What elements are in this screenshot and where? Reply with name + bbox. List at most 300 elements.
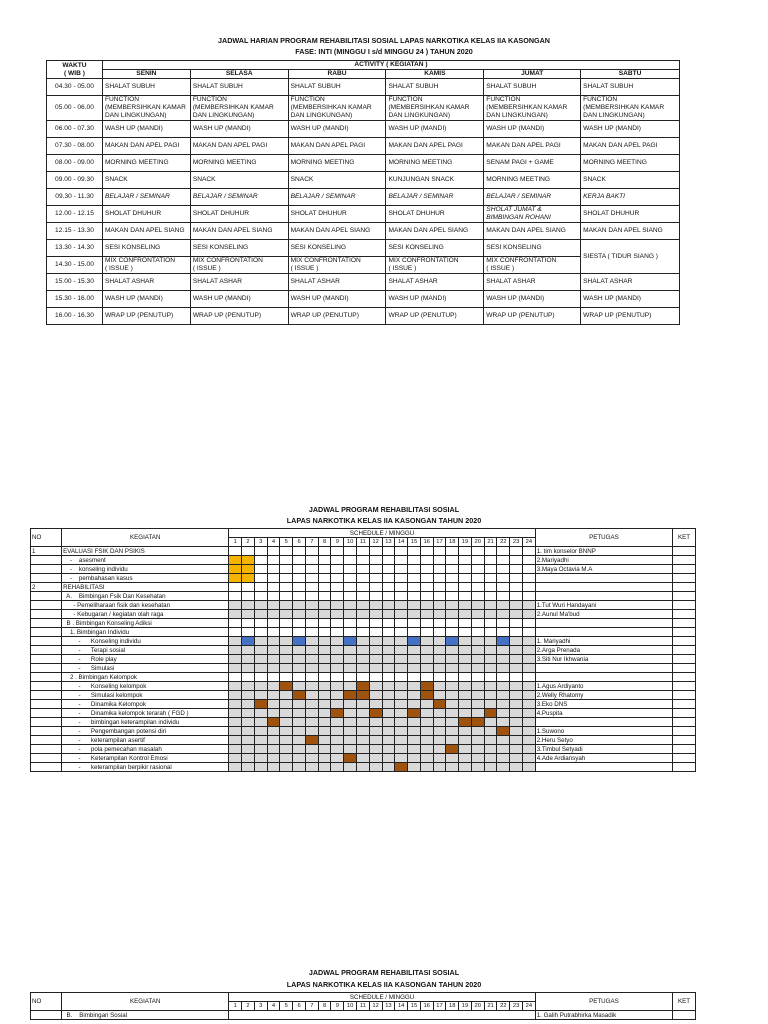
activity-cell: WASH UP (MANDI): [102, 121, 190, 138]
week-cell: [254, 736, 267, 745]
week-cell: [357, 619, 370, 628]
week-cell: [420, 682, 433, 691]
no-cell: [31, 556, 62, 565]
week-cell: [510, 655, 523, 664]
ket-cell: [673, 1011, 696, 1020]
week-cell: [446, 592, 459, 601]
week-cell: [344, 736, 357, 745]
week-cell: [293, 718, 306, 727]
week-cell: [395, 736, 408, 745]
ket-header-2: KET: [673, 993, 696, 1011]
week-cell: [229, 655, 242, 664]
week-cell: [433, 691, 446, 700]
week-cell: [305, 574, 318, 583]
activity-cell: SHOLAT DHUHUR: [102, 206, 190, 223]
week-cell: [280, 673, 293, 682]
activity-cell: FUNCTION (MEMBERSIHKAN KAMAR DAN LINGKUNGAN): [288, 96, 386, 121]
week-cell: [471, 691, 484, 700]
week-cell: [408, 574, 421, 583]
kegiatan-cell: - Keterampilan Kontrol Emosi: [62, 754, 229, 763]
week-cell: [471, 646, 484, 655]
week-number: 7: [305, 1002, 318, 1011]
week-cell: [293, 673, 306, 682]
week-cell: [459, 745, 472, 754]
week-cell: [280, 664, 293, 673]
week-cell: [408, 637, 421, 646]
week-cell: [484, 745, 497, 754]
week-cell: [369, 556, 382, 565]
week-cell: [420, 754, 433, 763]
week-cell: [293, 682, 306, 691]
week-cell: [318, 718, 331, 727]
week-cell: [459, 736, 472, 745]
week-cell: [267, 655, 280, 664]
week-cell: [254, 682, 267, 691]
week-cell: [305, 601, 318, 610]
program-row: [31, 700, 696, 709]
week-cell: [446, 610, 459, 619]
week-cell: [446, 583, 459, 592]
week-cell: [331, 619, 344, 628]
week-cell: [229, 727, 242, 736]
time-cell: 15.30 - 16.00: [47, 291, 103, 308]
petugas-cell: [535, 718, 672, 727]
week-number: 22: [497, 1002, 510, 1011]
activity-cell: SHALAT SUBUH: [484, 79, 581, 96]
activity-cell: WASH UP (MANDI): [288, 291, 386, 308]
week-cell: [318, 709, 331, 718]
week-cell: [420, 619, 433, 628]
week-cell: [395, 601, 408, 610]
week-cell: [267, 547, 280, 556]
week-cell: [522, 718, 535, 727]
week-cell: [395, 664, 408, 673]
week-cell: [305, 700, 318, 709]
week-cell: [382, 691, 395, 700]
ket-cell: [673, 736, 696, 745]
week-cell: [267, 700, 280, 709]
week-cell: [318, 610, 331, 619]
week-cell: [229, 763, 242, 772]
kegiatan-cell: 2 . Bimbingan Kelompok: [62, 673, 229, 682]
week-cell: [280, 727, 293, 736]
activity-cell: WASH UP (MANDI): [386, 291, 484, 308]
no-cell: [31, 673, 62, 682]
week-cell: [229, 628, 242, 637]
activity-cell: MAKAN DAN APEL SIANG: [190, 223, 288, 240]
week-cell: [510, 574, 523, 583]
no-cell: [31, 610, 62, 619]
week-cell: [318, 682, 331, 691]
week-cell: [382, 601, 395, 610]
week-cell: [497, 547, 510, 556]
week-cell: [522, 682, 535, 691]
no-cell: [31, 646, 62, 655]
kegiatan-cell: - Dinamika Kelompok: [62, 700, 229, 709]
petugas-header: PETUGAS: [535, 529, 672, 547]
activity-cell: WRAP UP (PENUTUP): [581, 308, 680, 325]
schedule-3-subtitle: LAPAS NARKOTIKA KELAS IIA KASONGAN TAHUN 2020: [286, 980, 482, 989]
program-row: [31, 655, 696, 664]
week-cell: [344, 547, 357, 556]
week-cell: [408, 601, 421, 610]
week-cell: [446, 754, 459, 763]
week-number: 3: [254, 538, 267, 547]
week-cell: [459, 664, 472, 673]
week-cell: [318, 601, 331, 610]
schedule-row: [47, 274, 680, 291]
week-cell: [344, 691, 357, 700]
week-cell: [242, 754, 255, 763]
week-cell: [344, 565, 357, 574]
time-cell: 07.30 - 08.00: [47, 138, 103, 155]
schedule-3-title: JADWAL PROGRAM REHABILITASI SOSIAL: [308, 968, 460, 977]
week-cell: [522, 574, 535, 583]
week-cell: [305, 682, 318, 691]
week-cell: [471, 673, 484, 682]
time-cell: 12.00 - 12.15: [47, 206, 103, 223]
week-cell: [382, 754, 395, 763]
day-header: SENIN: [102, 70, 190, 79]
program-row: [31, 709, 696, 718]
activity-cell: SHOLAT DHUHUR: [190, 206, 288, 223]
week-cell: [254, 700, 267, 709]
week-cell: [484, 628, 497, 637]
week-cell: [305, 619, 318, 628]
week-cell: [382, 547, 395, 556]
activity-cell: MAKAN DAN APEL SIANG: [581, 223, 680, 240]
week-cell: [280, 736, 293, 745]
week-cell: [408, 700, 421, 709]
week-cell: [446, 691, 459, 700]
week-cell: [382, 565, 395, 574]
week-cell: [510, 601, 523, 610]
kegiatan-cell: 1. Bimbingan Individu: [62, 628, 229, 637]
week-cell: [395, 700, 408, 709]
week-cell: [229, 619, 242, 628]
week-cell: [433, 628, 446, 637]
week-cell: [382, 646, 395, 655]
week-cell: [357, 691, 370, 700]
petugas-cell: 2.Mariyadhi: [535, 556, 672, 565]
day-header: KAMIS: [386, 70, 484, 79]
week-cell: [331, 736, 344, 745]
week-cell: [497, 745, 510, 754]
week-cell: [267, 637, 280, 646]
week-cell: [331, 664, 344, 673]
week-cell: [471, 745, 484, 754]
week-cell: [484, 763, 497, 772]
week-cell: [267, 709, 280, 718]
week-cell: [242, 700, 255, 709]
week-cell: [497, 610, 510, 619]
no-cell: [31, 1011, 62, 1020]
week-cell: [395, 745, 408, 754]
petugas-cell: 3.Eko DNS: [535, 700, 672, 709]
week-cell: [357, 601, 370, 610]
ket-cell: [673, 628, 696, 637]
week-cell: [459, 673, 472, 682]
week-cell: [267, 727, 280, 736]
week-cell: [318, 736, 331, 745]
week-cell: [395, 727, 408, 736]
week-cell: [459, 601, 472, 610]
week-cell: [395, 583, 408, 592]
week-cell: [497, 682, 510, 691]
week-cell: [459, 754, 472, 763]
week-cell: [510, 547, 523, 556]
week-cell: [471, 655, 484, 664]
week-cell: [471, 736, 484, 745]
week-cell: [471, 592, 484, 601]
program-row: [31, 637, 696, 646]
week-cell: [267, 763, 280, 772]
week-number: 24: [522, 1002, 535, 1011]
week-cell: [229, 700, 242, 709]
week-cell: [344, 709, 357, 718]
week-cell: [395, 754, 408, 763]
week-cell: [484, 727, 497, 736]
week-cell: [446, 646, 459, 655]
program-row: [31, 601, 696, 610]
activity-cell: FUNCTION (MEMBERSIHKAN KAMAR DAN LINGKUNGAN): [190, 96, 288, 121]
no-cell: [31, 628, 62, 637]
week-cell: [357, 727, 370, 736]
week-cell: [510, 736, 523, 745]
week-cell: [305, 556, 318, 565]
activity-cell: BELAJAR / SEMINAR: [484, 189, 581, 206]
petugas-cell: [535, 574, 672, 583]
program-row: [31, 610, 696, 619]
no-cell: [31, 592, 62, 601]
week-cell: [420, 574, 433, 583]
week-cell: [254, 691, 267, 700]
week-number: 7: [305, 538, 318, 547]
week-cell: [280, 745, 293, 754]
week-number: 19: [459, 1002, 472, 1011]
week-cell: [522, 664, 535, 673]
program-row: [31, 718, 696, 727]
activity-cell: MIX CONFRONTATION ( ISSUE ): [484, 257, 581, 274]
week-number: 10: [344, 1002, 357, 1011]
kegiatan-cell: - Pemeliharaan fisik dan kesehatan: [62, 601, 229, 610]
week-cell: [305, 673, 318, 682]
week-cell: [471, 565, 484, 574]
time-cell: 09.30 - 11.30: [47, 189, 103, 206]
schedule-row: [47, 189, 680, 206]
activity-cell: WASH UP (MANDI): [484, 121, 581, 138]
ket-cell: [673, 745, 696, 754]
week-cell: [369, 763, 382, 772]
petugas-cell: 1. Mariyadhi: [535, 637, 672, 646]
week-cell: [369, 592, 382, 601]
week-cell: [395, 691, 408, 700]
week-cell: [510, 556, 523, 565]
week-cell: [229, 691, 242, 700]
week-cell: [280, 682, 293, 691]
week-cell: [267, 673, 280, 682]
activity-cell: WASH UP (MANDI): [190, 121, 288, 138]
week-cell: [254, 664, 267, 673]
week-cell: [318, 619, 331, 628]
week-cell: [357, 565, 370, 574]
week-cell: [420, 718, 433, 727]
week-cell: [254, 655, 267, 664]
week-cell: [497, 565, 510, 574]
program-row: [31, 727, 696, 736]
schedule-row: [47, 121, 680, 138]
week-cell: [344, 628, 357, 637]
week-cell: [229, 754, 242, 763]
week-cell: [293, 547, 306, 556]
week-number: 18: [446, 1002, 459, 1011]
program-row: [31, 592, 696, 601]
time-cell: 12.15 - 13.30: [47, 223, 103, 240]
week-cell: [510, 610, 523, 619]
week-cell: [267, 592, 280, 601]
week-number: 8: [318, 1002, 331, 1011]
activity-cell: WASH UP (MANDI): [288, 121, 386, 138]
week-cell: [293, 727, 306, 736]
no-cell: [31, 601, 62, 610]
time-cell: 13.30 - 14.30: [47, 240, 103, 257]
program-row: [31, 556, 696, 565]
week-cell: [510, 673, 523, 682]
week-cell: [510, 619, 523, 628]
week-cell: [484, 610, 497, 619]
no-header-2: NO: [31, 993, 62, 1011]
activity-cell: MAKAN DAN APEL SIANG: [102, 223, 190, 240]
week-number: 21: [484, 1002, 497, 1011]
week-cell: [420, 592, 433, 601]
week-cell: [395, 592, 408, 601]
week-cell: [305, 583, 318, 592]
kegiatan-cell: - Terapi sosial: [62, 646, 229, 655]
week-number: 3: [254, 1002, 267, 1011]
activity-cell: MORNING MEETING: [386, 155, 484, 172]
week-cell: [318, 763, 331, 772]
week-cell: [331, 655, 344, 664]
week-cell: [331, 628, 344, 637]
program-row: [31, 547, 696, 556]
week-number: 22: [497, 538, 510, 547]
activity-cell: MAKAN DAN APEL PAGI: [288, 138, 386, 155]
week-cell: [420, 637, 433, 646]
week-cell: [522, 709, 535, 718]
week-cell: [267, 565, 280, 574]
week-cell: [408, 754, 421, 763]
kegiatan-cell: B . Bimbingan Konseling Adiksi: [62, 619, 229, 628]
daily-schedule-table: [46, 60, 680, 325]
activity-cell: WASH UP (MANDI): [102, 291, 190, 308]
schedule-row: [47, 291, 680, 308]
ket-cell: [673, 565, 696, 574]
week-cell: [280, 754, 293, 763]
week-cell: [305, 745, 318, 754]
week-cell: [318, 592, 331, 601]
week-cell: [357, 610, 370, 619]
schedule-1-title: JADWAL HARIAN PROGRAM REHABILITASI SOSIAL LAPAS NARKOTIKA KELAS IIA KASONGAN: [218, 36, 550, 45]
week-number: 1: [229, 538, 242, 547]
week-cell: [344, 556, 357, 565]
week-cell: [497, 655, 510, 664]
week-cell: [408, 583, 421, 592]
week-cell: [484, 709, 497, 718]
kegiatan-cell: - Simulasi kelompok: [62, 691, 229, 700]
petugas-cell: 2.Arga Prenada: [535, 646, 672, 655]
schedule-row: [47, 96, 680, 121]
week-cell: [408, 610, 421, 619]
week-cell: [242, 691, 255, 700]
week-cell: [420, 664, 433, 673]
activity-cell: SESI KONSELING: [102, 240, 190, 257]
week-cell: [459, 565, 472, 574]
week-cell: [459, 547, 472, 556]
week-cell: [471, 610, 484, 619]
week-cell: [420, 610, 433, 619]
no-cell: [31, 709, 62, 718]
week-cell: [369, 754, 382, 763]
week-cell: [254, 727, 267, 736]
petugas-cell: 1. tim konselor BNNP: [535, 547, 672, 556]
week-cell: [318, 628, 331, 637]
activity-cell: SESI KONSELING: [190, 240, 288, 257]
week-cell: [305, 655, 318, 664]
activity-cell: SESI KONSELING: [386, 240, 484, 257]
petugas-cell: [535, 583, 672, 592]
week-cell: [267, 628, 280, 637]
petugas-cell: 1.Agus Ardiyanto: [535, 682, 672, 691]
petugas-cell: [535, 664, 672, 673]
week-cell: [484, 736, 497, 745]
week-cell: [357, 763, 370, 772]
week-cell: [318, 664, 331, 673]
week-cell: [344, 727, 357, 736]
activity-cell: BELAJAR / SEMINAR: [386, 189, 484, 206]
week-cell: [280, 637, 293, 646]
week-cell: [305, 754, 318, 763]
ket-cell: [673, 601, 696, 610]
week-cell: [280, 628, 293, 637]
activity-cell: FUNCTION (MEMBERSIHKAN KAMAR DAN LINGKUNGAN): [581, 96, 680, 121]
kegiatan-cell: - Role play: [62, 655, 229, 664]
week-cell: [254, 637, 267, 646]
week-cell: [280, 619, 293, 628]
week-cell: [382, 718, 395, 727]
week-cell: [318, 745, 331, 754]
week-cell: [497, 736, 510, 745]
week-cell: [344, 601, 357, 610]
week-cell: [446, 736, 459, 745]
week-cell: [242, 601, 255, 610]
week-cell: [293, 763, 306, 772]
week-cell: [420, 601, 433, 610]
activity-cell: SHOLAT DHUHUR: [386, 206, 484, 223]
activity-cell: SHALAT ASHAR: [102, 274, 190, 291]
week-cell: [408, 682, 421, 691]
week-cell: [305, 637, 318, 646]
program-schedule-table-2: [30, 992, 696, 1020]
activity-cell: MIX CONFRONTATION ( ISSUE ): [190, 257, 288, 274]
week-cell: [497, 628, 510, 637]
ket-cell: [673, 637, 696, 646]
kegiatan-cell: EVALUASI FSIK DAN PSIKIS: [62, 547, 229, 556]
week-cell: [229, 718, 242, 727]
week-cell: [497, 574, 510, 583]
week-cell: [369, 637, 382, 646]
week-cell: [382, 628, 395, 637]
week-number: 17: [433, 538, 446, 547]
